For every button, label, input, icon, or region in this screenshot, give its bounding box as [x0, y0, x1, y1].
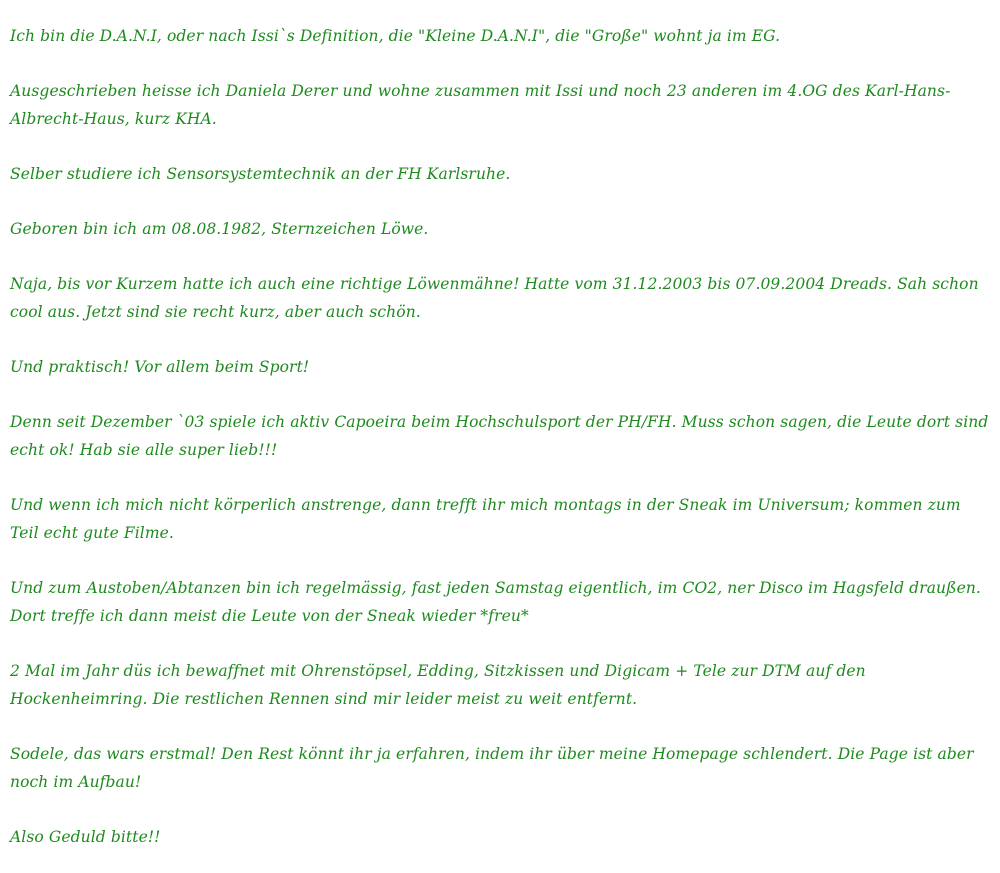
homepage-paragraph: Sodele, das wars erstmal! Den Rest könnt ihr ja erfahren, indem ihr über meine Homepage schlendert. Die Page ist aber noch im Aufbau! — [10, 745, 974, 791]
intro-paragraph: Ich bin die D.A.N.I, oder nach Issi`s Definition, die "Kleine D.A.N.I", die "Große" wohnt ja im EG. — [10, 27, 781, 45]
disco-paragraph: Und zum Austoben/Abtanzen bin ich regelmässig, fast jeden Samstag eigentlich, im CO2, ner Disco im Hagsfeld draußen. Dort treffe ich dann meist die Leute von der Sneak wieder *freu* — [10, 579, 981, 625]
name-paragraph: Ausgeschrieben heisse ich Daniela Derer und wohne zusammen mit Issi und noch 23 anderen im 4.OG des Karl-Hans-Albrecht-Haus, kurz KHA. — [10, 82, 951, 128]
birth-paragraph: Geboren bin ich am 08.08.1982, Sternzeichen Löwe. — [10, 220, 429, 238]
hair-paragraph: Naja, bis vor Kurzem hatte ich auch eine richtige Löwenmähne! Hatte vom 31.12.2003 bis 07.09.2004 Dreads. Sah schon cool aus. Jetzt sind sie recht kurz, aber auch schön. — [10, 275, 979, 321]
closing-paragraph: Also Geduld bitte!! — [10, 828, 161, 846]
practical-paragraph: Und praktisch! Vor allem beim Sport! — [10, 358, 310, 376]
sneak-paragraph: Und wenn ich mich nicht körperlich anstrenge, dann trefft ihr mich montags in der Sneak im Universum; kommen zum Teil echt gute Filme. — [10, 496, 961, 542]
dtm-paragraph: 2 Mal im Jahr düs ich bewaffnet mit Ohrenstöpsel, Edding, Sitzkissen und Digicam + Tele zur DTM auf den Hockenheimring. Die restlichen Rennen sind mir leider meist zu weit entfernt. — [10, 662, 866, 708]
capoeira-paragraph: Denn seit Dezember `03 spiele ich aktiv Capoeira beim Hochschulsport der PH/FH. Muss schon sagen, die Leute dort sind echt ok! Hab sie alle super lieb!!! — [10, 413, 989, 459]
study-paragraph: Selber studiere ich Sensorsystemtechnik an der FH Karlsruhe. — [10, 165, 511, 183]
